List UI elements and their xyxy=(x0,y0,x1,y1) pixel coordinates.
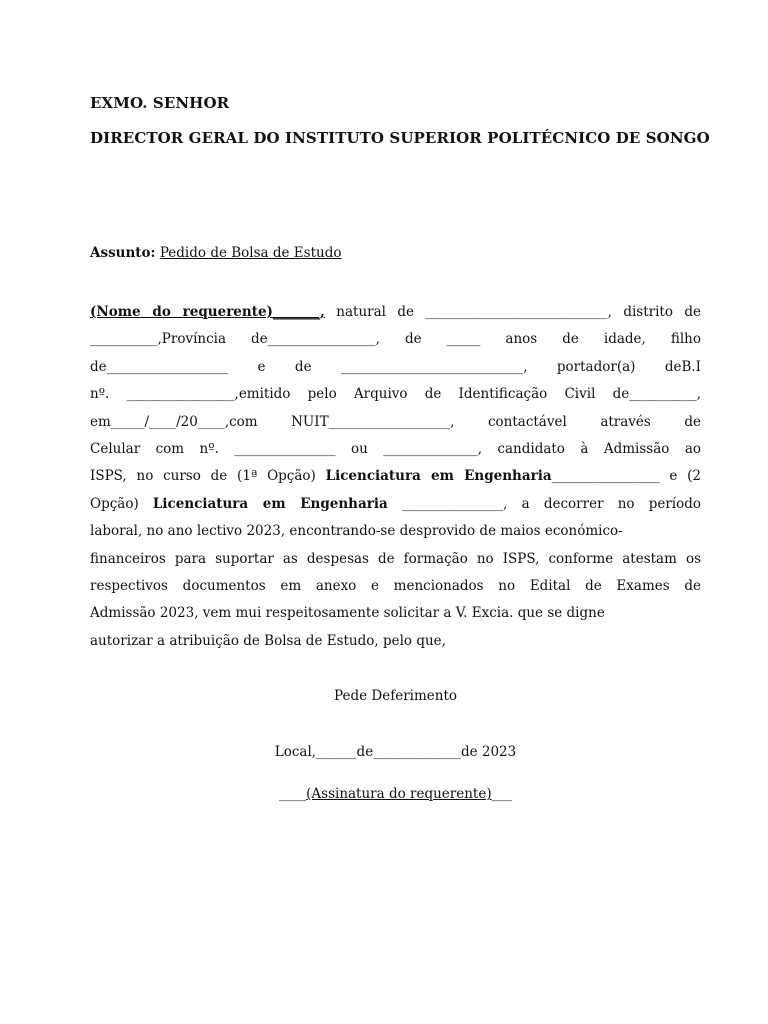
body-line-10: financeiros para suportar as despesas de formação no ISPS, conforme atestam os xyxy=(90,550,701,567)
body-line-8: Opção) Licenciatura em Engenharia _______________, a decorrer no período xyxy=(90,495,701,512)
requester-name-placeholder: (Nome do requerente)_______, xyxy=(90,304,325,320)
body-line-1: (Nome do requerente)_______, natural de ___________________________, distrito de xyxy=(90,304,701,320)
body-line-11: respectivos documentos em anexo e mencionados no Edital de Exames de xyxy=(90,577,701,594)
recipient-salutation: EXMO. SENHOR xyxy=(90,94,230,112)
body-line-13: autorizar a atribuição de Bolsa de Estudo, pelo que, xyxy=(90,632,446,649)
subject-value: Pedido de Bolsa de Estudo xyxy=(159,245,342,261)
body-line-12: Admissão 2023, vem mui respeitosamente solicitar a V. Excia. que se digne xyxy=(90,605,605,622)
subject-line xyxy=(90,245,341,261)
body-line-7: ISPS, no curso de (1ª Opção) Licenciatura em Engenharia________________ e (2 xyxy=(90,468,701,485)
body-line-6: Celular com nº. _______________ ou ______________, candidato à Admissão ao xyxy=(90,440,701,457)
course-option-1: Licenciatura em Engenharia xyxy=(325,468,552,485)
request-body xyxy=(90,299,701,655)
recipient-title: DIRECTOR GERAL DO INSTITUTO SUPERIOR POLITÉCNICO DE SONGO xyxy=(90,129,710,147)
body-line-2: __________,Província de________________, de _____ anos de idade, filho xyxy=(90,331,701,348)
closing-phrase: Pede Deferimento xyxy=(334,688,457,704)
body-line-3: de__________________ e de ___________________________, portador(a) deB.I xyxy=(90,358,701,375)
place-date-line: Local,______de_____________de 2023 xyxy=(274,744,517,760)
body-line-4: nº. ________________,emitido pelo Arquivo de Identificação Civil de__________, xyxy=(90,386,701,403)
body-line-5: em_____/____/20____,com NUIT__________________, contactável através de xyxy=(90,413,701,430)
subject-label: Assunto: xyxy=(90,245,156,261)
signature-placeholder: (Assinatura do requerente) xyxy=(306,786,492,802)
signature-line: ____(Assinatura do requerente)___ xyxy=(279,786,512,802)
course-option-2: Licenciatura em Engenharia xyxy=(152,495,388,512)
body-line-9: laboral, no ano lectivo 2023, encontrando-se desprovido de maios económico- xyxy=(90,523,623,540)
